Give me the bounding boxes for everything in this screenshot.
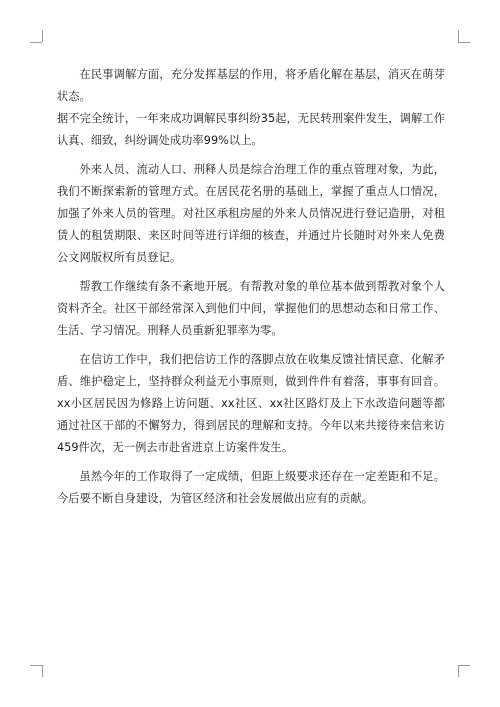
crop-mark-top-right-v xyxy=(458,30,459,42)
paragraph-petitions: 在信访工作中，我们把信访工作的落脚点放在收集反馈社情民意、化解矛盾、维护稳定上，坚持群众利益无小事原则，做到件件有着落，事事有回音。xx小区居民因为修路上访问题、xx社区、xx社区路灯及上下水改造问题等都通过社区干部的不懈努力，得到居民的理解和支持。今年以来共接待来信来访459件次，无一例去市赴省进京上访案件发生。 xyxy=(57,353,445,454)
paragraph-assistance-education: 帮教工作继续有条不紊地开展。有帮教对象的单位基本做到帮教对象个人资料齐全。社区干部经常深入到他们中间，掌握他们的思想动态和日常工作、生活、学习情况。刑释人员重新犯罪率为零。 xyxy=(57,280,445,337)
document-body xyxy=(57,64,445,517)
crop-mark-bottom-right-h xyxy=(458,665,470,666)
crop-mark-bottom-left-v xyxy=(42,665,43,677)
crop-mark-top-left-h xyxy=(30,42,42,43)
crop-mark-bottom-left-h xyxy=(30,665,42,666)
paragraph-mediation: 在民事调解方面，充分发挥基层的作用，将矛盾化解在基层，消灭在萌芽状态。 xyxy=(57,68,445,103)
crop-mark-top-right-h xyxy=(458,42,470,43)
crop-mark-bottom-right-v xyxy=(458,665,459,677)
crop-mark-top-left-v xyxy=(42,30,43,42)
paragraph-statistics: 据不完全统计，一年来成功调解民事纠纷35起，无民转刑案件发生，调解工作认真、细致，纠纷调处成功率99%以上。 xyxy=(57,112,445,147)
paragraph-conclusion: 虽然今年的工作取得了一定成绩，但距上级要求还存在一定差距和不足。今后要不断自身建设，为管区经济和社会发展做出应有的贡献。 xyxy=(57,470,445,505)
paragraph-migrant-management: 外来人员、流动人口、刑释人员是综合治理工作的重点管理对象，为此，我们不断探索新的管理方式。在居民花名册的基础上，掌握了重点人口情况，加强了外来人员的管理。对社区承租房屋的外来人员情况进行登记造册，对租赁人的租赁期限、来区时间等进行详细的核查，并通过片长随时对外来人免费公文网版权所有员登记。 xyxy=(57,163,445,264)
